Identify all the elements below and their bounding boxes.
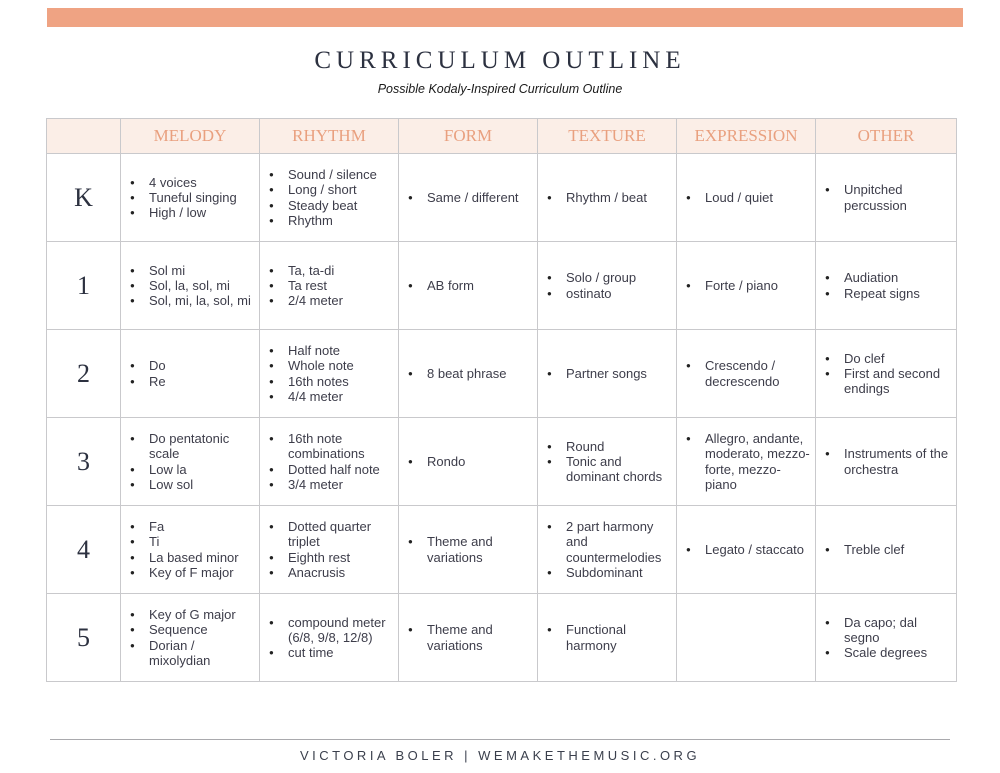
texture-cell xyxy=(538,594,677,682)
list-item: ● Dorian / mixolydian xyxy=(125,638,255,668)
table-row xyxy=(47,242,957,330)
other-cell xyxy=(816,154,957,242)
form-cell xyxy=(399,506,538,594)
list-item: ● Low la xyxy=(125,462,255,477)
list-item: ● 2 part harmony and countermelodies xyxy=(542,519,672,565)
list-item: ● 3/4 meter xyxy=(264,477,394,492)
list-item: ● Sol mi xyxy=(125,263,255,278)
grade-label: 4 xyxy=(47,506,121,594)
form-cell xyxy=(399,242,538,330)
bullet-list xyxy=(121,431,259,492)
bullet-list xyxy=(677,542,815,557)
list-item: ● Ta rest xyxy=(264,278,394,293)
list-item: ● 16th notes xyxy=(264,374,394,389)
list-item: ● Da capo; dal segno xyxy=(820,615,952,645)
list-item: ● Anacrusis xyxy=(264,565,394,580)
list-item: ● Subdominant xyxy=(542,565,672,580)
texture-cell xyxy=(538,154,677,242)
list-item: ● cut time xyxy=(264,645,394,660)
bullet-list xyxy=(538,519,676,580)
list-item: ● Audiation xyxy=(820,270,952,285)
expression-cell xyxy=(677,506,816,594)
expression-cell xyxy=(677,242,816,330)
expression-cell xyxy=(677,594,816,682)
rhythm-cell xyxy=(260,506,399,594)
bullet-list xyxy=(816,542,956,557)
list-item: ● Solo / group xyxy=(542,270,672,285)
expression-cell xyxy=(677,154,816,242)
column-header-texture: TEXTURE xyxy=(538,119,677,154)
list-item: ● Rondo xyxy=(403,454,533,469)
melody-cell xyxy=(121,594,260,682)
bullet-list xyxy=(399,454,537,469)
list-item: ● La based minor xyxy=(125,550,255,565)
list-item: ● 16th note combinations xyxy=(264,431,394,461)
bullet-list xyxy=(816,615,956,661)
list-item: ● Functional harmony xyxy=(542,622,672,652)
list-item: ● Scale degrees xyxy=(820,645,952,660)
column-header-form: FORM xyxy=(399,119,538,154)
form-cell xyxy=(399,330,538,418)
list-item: ● Low sol xyxy=(125,477,255,492)
rhythm-cell xyxy=(260,594,399,682)
list-item: ● Key of G major xyxy=(125,607,255,622)
rhythm-cell xyxy=(260,330,399,418)
other-cell xyxy=(816,418,957,506)
page-title: CURRICULUM OUTLINE xyxy=(314,47,686,74)
rhythm-cell xyxy=(260,154,399,242)
column-header-grade xyxy=(47,119,121,154)
bullet-list xyxy=(816,351,956,397)
bullet-list xyxy=(538,190,676,205)
expression-cell xyxy=(677,330,816,418)
form-cell xyxy=(399,418,538,506)
other-cell xyxy=(816,506,957,594)
bullet-list xyxy=(260,167,398,228)
list-item: ● Fa xyxy=(125,519,255,534)
page-subtitle: Possible Kodaly-Inspired Curriculum Outline xyxy=(377,82,623,96)
table-row xyxy=(47,418,957,506)
column-header-rhythm: RHYTHM xyxy=(260,119,399,154)
accent-bar xyxy=(47,8,963,27)
bullet-list xyxy=(816,270,956,300)
list-item: ● ostinato xyxy=(542,286,672,301)
list-item: ● Tuneful singing xyxy=(125,190,255,205)
list-item: ● First and second endings xyxy=(820,366,952,396)
table-row xyxy=(47,506,957,594)
list-item: ● 8 beat phrase xyxy=(403,366,533,381)
grade-label: 3 xyxy=(47,418,121,506)
texture-cell xyxy=(538,418,677,506)
list-item: ● Crescendo / decrescendo xyxy=(681,358,811,388)
other-cell xyxy=(816,242,957,330)
bullet-list xyxy=(260,615,398,661)
list-item: ● Long / short xyxy=(264,182,394,197)
grade-label: 2 xyxy=(47,330,121,418)
bullet-list xyxy=(399,190,537,205)
list-item: ● Whole note xyxy=(264,358,394,373)
list-item: ● Instruments of the orchestra xyxy=(820,446,952,476)
list-item: ● compound meter (6/8, 9/8, 12/8) xyxy=(264,615,394,645)
column-header-expression: EXPRESSION xyxy=(677,119,816,154)
expression-cell xyxy=(677,418,816,506)
bullet-list xyxy=(121,175,259,221)
list-item: ● Steady beat xyxy=(264,198,394,213)
texture-cell xyxy=(538,506,677,594)
list-item: ● AB form xyxy=(403,278,533,293)
bullet-list xyxy=(121,358,259,388)
grade-label: 5 xyxy=(47,594,121,682)
list-item: ● Legato / staccato xyxy=(681,542,811,557)
list-item: ● 4 voices xyxy=(125,175,255,190)
melody-cell xyxy=(121,154,260,242)
bullet-list xyxy=(121,607,259,668)
texture-cell xyxy=(538,242,677,330)
column-header-other: OTHER xyxy=(816,119,957,154)
header-row xyxy=(47,119,957,154)
curriculum-table xyxy=(46,118,957,682)
melody-cell xyxy=(121,330,260,418)
bullet-list xyxy=(538,622,676,652)
list-item: ● Re xyxy=(125,374,255,389)
rhythm-cell xyxy=(260,418,399,506)
list-item: ● Rhythm / beat xyxy=(542,190,672,205)
footer-divider xyxy=(50,739,950,740)
bullet-list xyxy=(677,358,815,388)
list-item: ● Sol, la, sol, mi xyxy=(125,278,255,293)
form-cell xyxy=(399,594,538,682)
bullet-list xyxy=(399,534,537,564)
texture-cell xyxy=(538,330,677,418)
list-item: ● Partner songs xyxy=(542,366,672,381)
list-item: ● Eighth rest xyxy=(264,550,394,565)
list-item: ● Unpitched percussion xyxy=(820,182,952,212)
list-item: ● Loud / quiet xyxy=(681,190,811,205)
grade-label: K xyxy=(47,154,121,242)
footer-credit: VICTORIA BOLER | WEMAKETHEMUSIC.ORG xyxy=(299,748,701,763)
melody-cell xyxy=(121,418,260,506)
list-item: ● Repeat signs xyxy=(820,286,952,301)
list-item: ● Sequence xyxy=(125,622,255,637)
list-item: ● 2/4 meter xyxy=(264,293,394,308)
list-item: ● Ta, ta-di xyxy=(264,263,394,278)
list-item: ● Half note xyxy=(264,343,394,358)
bullet-list xyxy=(399,622,537,652)
list-item: ● Do xyxy=(125,358,255,373)
list-item: ● Forte / piano xyxy=(681,278,811,293)
grade-label: 1 xyxy=(47,242,121,330)
table-row xyxy=(47,594,957,682)
bullet-list xyxy=(121,519,259,580)
table-row xyxy=(47,330,957,418)
list-item: ● Sol, mi, la, sol, mi xyxy=(125,293,255,308)
list-item: ● Do pentatonic scale xyxy=(125,431,255,461)
list-item: ● Ti xyxy=(125,534,255,549)
list-item: ● Treble clef xyxy=(820,542,952,557)
table-row xyxy=(47,154,957,242)
melody-cell xyxy=(121,506,260,594)
list-item: ● 4/4 meter xyxy=(264,389,394,404)
bullet-list xyxy=(538,366,676,381)
bullet-list xyxy=(538,270,676,300)
list-item: ● Dotted half note xyxy=(264,462,394,477)
bullet-list xyxy=(399,278,537,293)
list-item: ● Allegro, andante, moderato, mezzo-forte, mezzo-piano xyxy=(681,431,811,492)
bullet-list xyxy=(677,278,815,293)
bullet-list xyxy=(538,439,676,485)
rhythm-cell xyxy=(260,242,399,330)
bullet-list xyxy=(260,519,398,580)
list-item: ● Key of F major xyxy=(125,565,255,580)
melody-cell xyxy=(121,242,260,330)
list-item: ● Theme and variations xyxy=(403,622,533,652)
other-cell xyxy=(816,330,957,418)
bullet-list xyxy=(816,182,956,212)
list-item: ● Same / different xyxy=(403,190,533,205)
bullet-list xyxy=(677,431,815,492)
list-item: ● Do clef xyxy=(820,351,952,366)
bullet-list xyxy=(260,343,398,404)
bullet-list xyxy=(399,366,537,381)
form-cell xyxy=(399,154,538,242)
column-header-melody: MELODY xyxy=(121,119,260,154)
list-item: ● Dotted quarter triplet xyxy=(264,519,394,549)
bullet-list xyxy=(677,190,815,205)
list-item: ● Rhythm xyxy=(264,213,394,228)
bullet-list xyxy=(260,431,398,492)
bullet-list xyxy=(121,263,259,309)
list-item: ● Round xyxy=(542,439,672,454)
bullet-list xyxy=(260,263,398,309)
list-item: ● High / low xyxy=(125,205,255,220)
list-item: ● Sound / silence xyxy=(264,167,394,182)
list-item: ● Theme and variations xyxy=(403,534,533,564)
bullet-list xyxy=(816,446,956,476)
list-item: ● Tonic and dominant chords xyxy=(542,454,672,484)
other-cell xyxy=(816,594,957,682)
